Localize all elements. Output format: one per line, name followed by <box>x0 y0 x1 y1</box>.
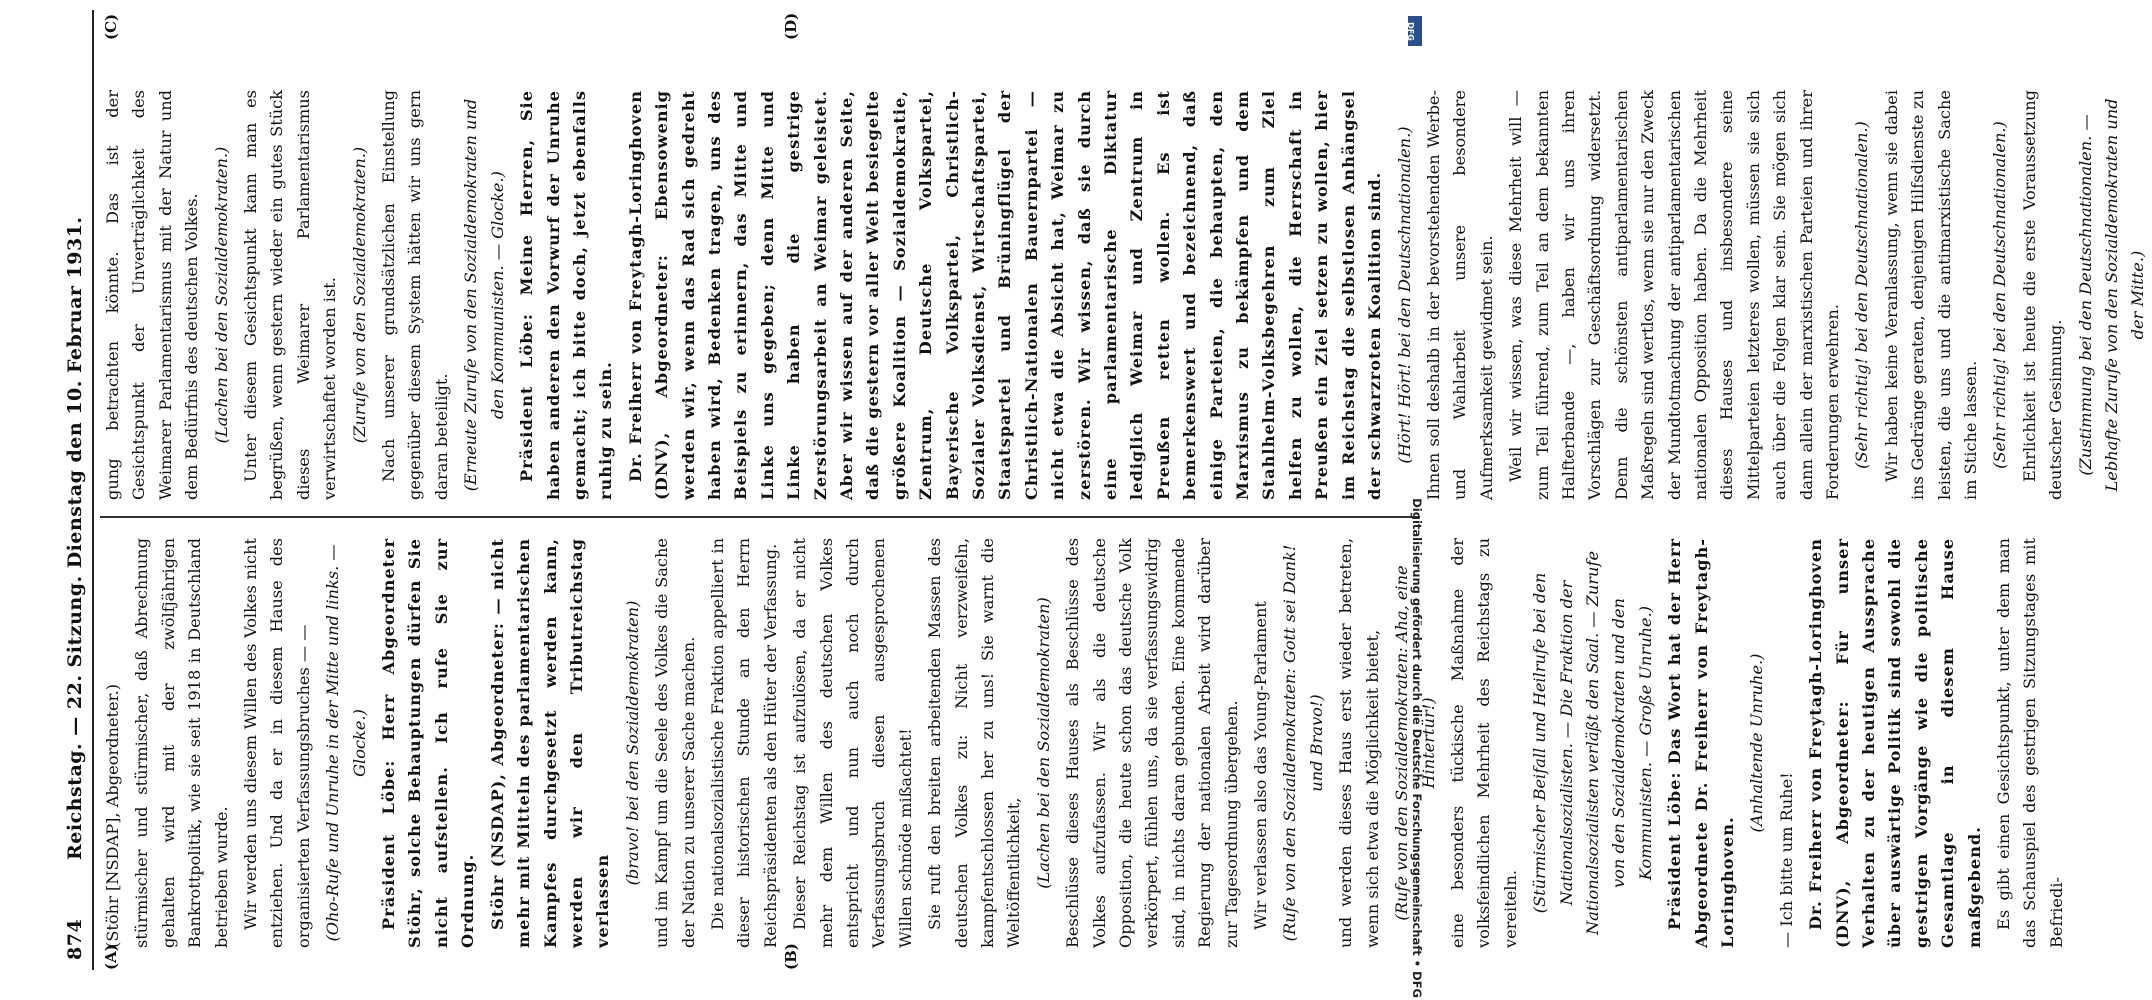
interjection: (Rufe von den Sozialdemokraten: Aha, eine Hintertür!) <box>1392 565 1438 921</box>
paragraph: Wir haben keine Veranlassung, wenn sie dabei ins Gedränge geraten, denjenigen Hilfsdienste zu leisten, die uns und die antimarxistische Sache im Stiche lassen. <box>1881 90 1981 500</box>
interjection: (Lachen bei den Sozialdemokraten.) <box>211 146 231 444</box>
speaker-paragraph: Dr. Freiherr von Freytagh-Loringhoven (DNV), Abgeordneter: Für unser Verhalten zu der heutigen Aussprache über auswärtige Politik sind sowohl die gestrigen Vorgänge wie die politische Gesamtlage in diesem Hause maßgebend. <box>1806 538 1984 948</box>
speaker-paragraph: Stöhr (NSDAP), Abgeordneter: — nicht mehr mit Mitteln des parlamentarischen Kampfes durchgesetzt werden kann, werden wir den Tributreichstag verlassen <box>487 538 613 948</box>
column-divider <box>100 517 1420 519</box>
margin-mark-a: (A) <box>102 944 120 970</box>
interjection: (Hört! Hört! bei den Deutschnationalen.) <box>1394 126 1414 464</box>
margin-mark-d: (D) <box>782 12 800 40</box>
paragraph: Ihnen soll deshalb in der bevorstehenden Werbe- und Wahlarbeit unsere besondere Aufmerksamkeit gewidmet sein. <box>1423 90 1496 500</box>
speaker-paragraph: Präsident Löbe: Meine Herren, Sie haben anderen den Vorwurf der Unruhe gemacht; ich bitte doch, jetzt ebenfalls ruhig zu sein. <box>517 90 616 500</box>
page-header <box>62 10 92 970</box>
interjection: (bravo! bei den Sozialdemokraten) <box>622 600 642 886</box>
margin-mark-c: (C) <box>102 13 120 40</box>
speaker-paragraph: Präsident Löbe: Herr Abgeordneter Stöhr, solche Behauptungen dürfen Sie nicht aufstellen. Ich rufe Sie zur Ordnung. <box>379 538 478 948</box>
dfg-logo-text: DFG <box>1405 22 1415 41</box>
text-column-right <box>100 90 2148 500</box>
interjection: (Sehr richtig! bei den Deutschnationalen.) <box>1852 121 1872 469</box>
dfg-credit-strip <box>1406 8 1428 998</box>
paragraph: Es gibt einen Gesichtspunkt, unter dem man das Schauspiel des gestrigen Sitzungstages mit Befriedi- <box>1994 538 2066 948</box>
paragraph: Unter diesem Gesichtspunkt kann man es begrüßen, wenn gestern wieder ein gutes Stück dieses Weimarer Parlamentarismus verwirtschaftet worden ist. <box>241 90 340 500</box>
interjection: (Zustimmung bei den Deutschnationalen. — Lebhafte Zurufe von den Sozialdemokraten und der Mitte.) <box>2075 98 2148 492</box>
paragraph: und werden dieses Haus erst wieder betreten, wenn sich etwa die Möglichkeit bietet, <box>1336 538 1382 948</box>
paragraph: Dieser Reichstag ist aufzulösen, da er nicht mehr dem Willen des deutschen Volkes entspricht und nun auch noch durch Verfassungsbruch diesen ausgesprochenen Willen schnöde mißachtet! <box>790 538 915 948</box>
interjection: (Zurufe von den Sozialdemokraten.) <box>349 146 369 444</box>
page-number: 874 <box>64 918 86 960</box>
margin-mark-b: (B) <box>782 943 800 970</box>
interjection: (Sehr richtig! bei den Deutschnationalen.) <box>1990 121 2010 469</box>
interjection: (Stürmischer Beifall und Heilrufe bei den Nationalsozialisten. — Die Fraktion der Nationalsozialisten verläßt den Saal. — Zurufe von den Sozialdemokraten und den Kommunisten. — Große Unruhe.) <box>1530 550 1655 936</box>
speaker-paragraph: Präsident Löbe: Das Wort hat der Herr Abgeordnete Dr. Freiherr von Freytagh-Loringhoven. <box>1665 538 1737 948</box>
paragraph: (Stöhr [NSDAP], Abgeordneter.) <box>103 683 122 948</box>
rotated-page <box>62 10 2148 970</box>
text-column-left <box>100 538 2066 948</box>
paragraph: eine besonders tückische Maßnahme der volksfeindlichen Mehrheit des Reichstags zu vereiteln. <box>1447 538 1520 948</box>
header-rule <box>92 10 94 970</box>
interjection: (Anhaltende Unruhe.) <box>1747 653 1767 833</box>
speaker-paragraph: Dr. Freiherr von Freytagh-Loringhoven (DNV), Abgeordneter: Ebensowenig werden wir, wenn das Rad sich gedreht haben wird, Bedenken tragen, uns des Beispiels zu erinnern, das Mitte und Linke uns gegeben; denn Mitte und Linke haben die gestrige Zerstörungsarbeit an Weimar geleistet. Aber wir wissen auf der anderen Seite, daß die gestern vor aller Welt besiegelte größere Koalition — Sozialdemokratie, Zentrum, Deutsche Volkspartei, Bayerische Volkspartei, Christlich-Sozialer Volksdienst, Wirtschaftspartei, Staatspartei und Brüningflügel der Christlich-Nationalen Bauernpartei — nicht etwa die Absicht hat, Weimar zu zerstören. Wir wissen, daß sie durch eine parlamentarische Diktatur lediglich Weimar und Zentrum in Preußen retten wollen. Es ist bemerkenswert und bezeichnend, daß einige Parteien, die behaupten, den Marxismus zu bekämpfen und dem Stahlhelm-Volksbegehren zum Ziel helfen zu wollen, die Herrschaft in Preußen ein Ziel setzen zu wollen, hier im Reichstag die selbstlosen Anhängsel der schwarzroten Koalition sind. <box>625 90 1385 500</box>
paragraph: gung betrachten könnte. Das ist der Gesichtspunkt der Unverträglichkeit des Weimarer Parlamentarismus mit der Natur und dem Bedürfnis des deutschen Volkes. <box>103 90 202 500</box>
interjection: (Erneute Zurufe von den Sozialdemokraten und den Kommunisten. — Glocke.) <box>461 98 507 492</box>
paragraph: Sie ruft den breiten arbeitenden Massen des deutschen Volkes zu: Nicht verzweifeln, kampfentschlossen her zu uns! Sie warnt die Weltöffentlichkeit, <box>925 538 1024 948</box>
paragraph: Nach unserer grundsätzlichen Einstellung gegenüber diesem System hätten wir uns gern daran beteiligt. <box>379 90 451 500</box>
paragraph: Die nationalsozialistische Fraktion appelliert in dieser historischen Stunde an den Herrn Reichspräsidenten als den Hüter der Verfassung. <box>707 538 780 948</box>
page-title: Reichstag. — 22. Sitzung. Dienstag den 10. Februar 1931. <box>64 216 86 860</box>
dfg-credit-text: Digitalisierung gefördert durch die Deutsche Forschungsgemeinschaft • DFG <box>1410 498 1424 998</box>
paragraph: Beschlüsse dieses Hauses als Beschlüsse des Volkes aufzufassen. Wir als die deutsche Opposition, die heute schon das deutsche Volk verkörpert, fühlen uns, da sie verfassungswidrig sind, in nichts daran gebunden. Eine kommende Regierung der nationalen Arbeit wird darüber zur Tagesordnung übergehen. <box>1063 538 1241 948</box>
interjection: (Oho-Rufe und Unruhe in der Mitte und links. — Glocke.) <box>323 544 369 942</box>
paragraph: stürmischer und stürmischer, daß Abrechnung gehalten wird mit der zwölfjährigen Bankrottpolitik, wie sie seit 1918 in Deutschland betrieben wurde. <box>132 538 231 948</box>
paragraph: und im Kampf um die Seele des Volkes die Sache der Nation zu unserer Sache machen. <box>652 538 698 948</box>
paragraph: — Ich bitte um Ruhe! <box>1776 772 1796 948</box>
paragraph: Ehrlichkeit ist heute die erste Voraussetzung deutscher Gesinnung. <box>2019 90 2066 500</box>
paragraph: Wir werden uns diesem Willen des Volkes nicht entziehen. Und da er in diesem Hause des organisierten Verfassungsbruches — — <box>241 538 313 948</box>
paragraph: Wir verlassen also das Young-Parlament <box>1251 601 1271 930</box>
interjection: (Rufe von den Sozialdemokraten: Gott sei Dank! und Bravo!) <box>1280 544 1326 942</box>
interjection: (Lachen bei den Sozialdemokraten) <box>1033 597 1053 889</box>
paragraph: Weil wir wissen, was diese Mehrheit will — zum Teil führend, zum Teil an dem bekannten Halfterbande —, haben wir uns ihren Vorschlägen zur Geschäftsordnung widersetzt. Denn die schönsten antiparlamentarischen Maßregeln sind wertlos, wenn sie nur den Zweck der Mundtotmachung der antiparlamentarischen nationalen Opposition haben. Da die Mehrheit dieses Hauses und insbesondere seine Mittelparteien letzteres wollen, müssen sie sich auch über die Folgen klar sein. Sie mögen sich dann allein der marxistischen Parteien und ihrer Forderungen erwehren. <box>1506 90 1842 500</box>
